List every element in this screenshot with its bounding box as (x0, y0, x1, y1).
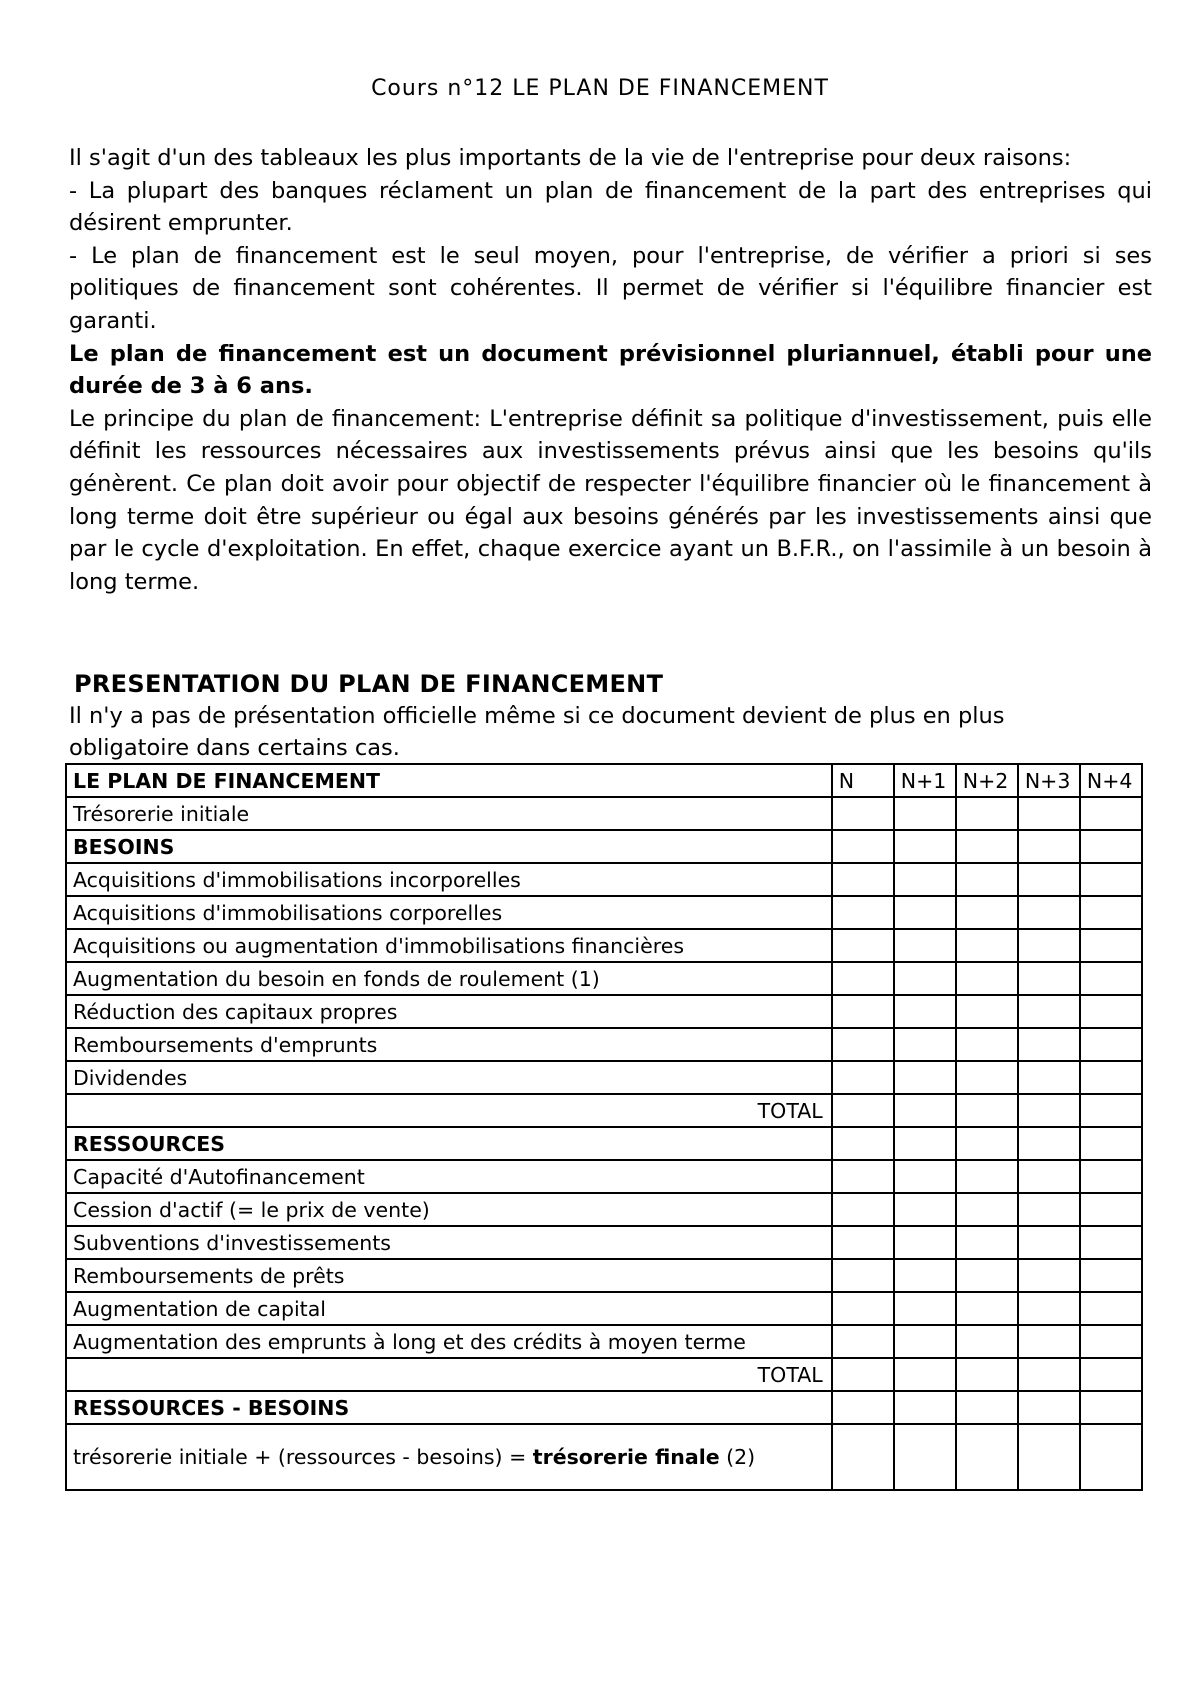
ressource-label: Capacité d'Autofinancement (66, 1160, 832, 1193)
table-row (66, 1292, 1142, 1325)
value-cell (894, 1292, 956, 1325)
value-cell (1080, 1061, 1142, 1094)
value-cell (956, 995, 1018, 1028)
value-cell (832, 863, 894, 896)
value-cell (1080, 929, 1142, 962)
value-cell (1018, 1424, 1080, 1490)
intro-paragraph-4: Le plan de financement est un document prévisionnel pluriannuel, établi pour une durée de 3 à 6 ans. (69, 340, 1152, 400)
value-cell (1080, 896, 1142, 929)
value-cell (956, 1391, 1018, 1424)
value-cell (1080, 962, 1142, 995)
value-cell (894, 1061, 956, 1094)
value-cell (1080, 830, 1142, 863)
value-cell (894, 962, 956, 995)
value-cell (1080, 1028, 1142, 1061)
intro-paragraph-3: - Le plan de financement est le seul moyen, pour l'entreprise, de vérifier a priori si ses politiques de financement sont cohérentes. Il permet de vérifier si l'équilibre financier est garanti. (69, 242, 1152, 334)
value-cell (832, 1061, 894, 1094)
value-cell (1018, 797, 1080, 830)
table-row (66, 929, 1142, 962)
value-cell (894, 1259, 956, 1292)
value-cell (832, 896, 894, 929)
value-cell (1018, 1226, 1080, 1259)
table-row (66, 1259, 1142, 1292)
value-cell (1080, 1127, 1142, 1160)
besoin-label: Remboursements d'emprunts (66, 1028, 832, 1061)
value-cell (956, 962, 1018, 995)
section-title: PRESENTATION DU PLAN DE FINANCEMENT (74, 670, 664, 698)
besoins-header: BESOINS (66, 830, 832, 863)
value-cell (832, 1028, 894, 1061)
value-cell (956, 1028, 1018, 1061)
value-cell (1018, 962, 1080, 995)
year-header: N+2 (956, 764, 1018, 797)
value-cell (894, 1358, 956, 1391)
table-header-row (66, 764, 1142, 797)
ressources-total-label: TOTAL (66, 1358, 832, 1391)
value-cell (1018, 1127, 1080, 1160)
value-cell (832, 1193, 894, 1226)
value-cell (832, 1391, 894, 1424)
value-cell (894, 1127, 956, 1160)
value-cell (894, 1028, 956, 1061)
table-row (66, 1094, 1142, 1127)
value-cell (1018, 1325, 1080, 1358)
value-cell (956, 797, 1018, 830)
table-row (66, 1358, 1142, 1391)
value-cell (832, 1127, 894, 1160)
intro-paragraph-5: Le principe du plan de financement: L'entreprise définit sa politique d'investissement, puis elle définit les ressources nécessaires aux investissements prévus ainsi que les besoins qu'ils génèrent. Ce plan doit avoir pour objectif de respecter l'équilibre financier où le financement à long terme doit être supérieur ou égal aux besoins générés par les investissements ainsi que par le cycle d'exploitation. En effet, chaque exercice ayant un B.F.R., on l'assimile à un besoin à long terme. (69, 405, 1152, 595)
value-cell (832, 929, 894, 962)
value-cell (956, 863, 1018, 896)
row-label-tresorerie-initiale: Trésorerie initiale (66, 797, 832, 830)
value-cell (1018, 1094, 1080, 1127)
table-row (66, 896, 1142, 929)
tresorerie-finale-formula (66, 1424, 832, 1490)
value-cell (956, 1424, 1018, 1490)
besoin-label: Augmentation du besoin en fonds de roulement (1) (66, 962, 832, 995)
value-cell (832, 995, 894, 1028)
value-cell (894, 830, 956, 863)
value-cell (894, 1325, 956, 1358)
value-cell (832, 1160, 894, 1193)
intro-paragraph-2: - La plupart des banques réclament un plan de financement de la part des entreprises qui désirent emprunter. (69, 177, 1152, 237)
value-cell (956, 1226, 1018, 1259)
value-cell (1080, 797, 1142, 830)
value-cell (956, 1127, 1018, 1160)
table-row (66, 1325, 1142, 1358)
besoins-total-label: TOTAL (66, 1094, 832, 1127)
value-cell (832, 1325, 894, 1358)
ressource-label: Remboursements de prêts (66, 1259, 832, 1292)
ressource-label: Augmentation de capital (66, 1292, 832, 1325)
table-row (66, 797, 1142, 830)
value-cell (1080, 1226, 1142, 1259)
formula-note: (2) (719, 1445, 756, 1469)
value-cell (832, 1424, 894, 1490)
year-header: N+4 (1080, 764, 1142, 797)
value-cell (832, 962, 894, 995)
value-cell (894, 1160, 956, 1193)
value-cell (1018, 1358, 1080, 1391)
value-cell (894, 1391, 956, 1424)
besoin-label: Réduction des capitaux propres (66, 995, 832, 1028)
table-row (66, 1226, 1142, 1259)
value-cell (1018, 1391, 1080, 1424)
besoin-label: Acquisitions ou augmentation d'immobilisations financières (66, 929, 832, 962)
intro-text (69, 142, 1152, 598)
value-cell (1018, 1028, 1080, 1061)
value-cell (832, 1259, 894, 1292)
value-cell (956, 1325, 1018, 1358)
value-cell (956, 1160, 1018, 1193)
intro-paragraph-1: Il s'agit d'un des tableaux les plus importants de la vie de l'entreprise pour deux raisons: (69, 145, 1072, 171)
table-row (66, 962, 1142, 995)
value-cell (1018, 830, 1080, 863)
value-cell (956, 896, 1018, 929)
formula-text: trésorerie initiale + (ressources - besoins) = (73, 1445, 533, 1469)
value-cell (1018, 929, 1080, 962)
value-cell (956, 1292, 1018, 1325)
value-cell (832, 1094, 894, 1127)
formula-result: trésorerie finale (532, 1445, 720, 1469)
table-header-label: LE PLAN DE FINANCEMENT (66, 764, 832, 797)
difference-header: RESSOURCES - BESOINS (66, 1391, 832, 1424)
value-cell (1080, 1292, 1142, 1325)
table-row (66, 1160, 1142, 1193)
table-row (66, 995, 1142, 1028)
ressource-label: Subventions d'investissements (66, 1226, 832, 1259)
value-cell (894, 1226, 956, 1259)
value-cell (1018, 863, 1080, 896)
value-cell (956, 929, 1018, 962)
year-header: N (832, 764, 894, 797)
value-cell (956, 830, 1018, 863)
value-cell (1080, 1424, 1142, 1490)
section-text: Il n'y a pas de présentation officielle même si ce document devient de plus en plus obligatoire dans certains cas. (69, 703, 1005, 761)
value-cell (1080, 1391, 1142, 1424)
value-cell (832, 1292, 894, 1325)
year-header: N+3 (1018, 764, 1080, 797)
value-cell (1080, 1160, 1142, 1193)
value-cell (894, 1193, 956, 1226)
value-cell (894, 1424, 956, 1490)
value-cell (894, 995, 956, 1028)
table-row (66, 863, 1142, 896)
value-cell (894, 797, 956, 830)
value-cell (956, 1259, 1018, 1292)
besoin-label: Dividendes (66, 1061, 832, 1094)
value-cell (894, 896, 956, 929)
value-cell (1080, 1325, 1142, 1358)
document-title: Cours n°12 LE PLAN DE FINANCEMENT (371, 76, 829, 101)
financing-plan-table (65, 763, 1143, 1491)
year-header: N+1 (894, 764, 956, 797)
table-row (66, 830, 1142, 863)
table-row (66, 1193, 1142, 1226)
value-cell (956, 1193, 1018, 1226)
table-row (66, 1127, 1142, 1160)
table-row (66, 1061, 1142, 1094)
value-cell (1018, 1061, 1080, 1094)
value-cell (894, 863, 956, 896)
value-cell (832, 797, 894, 830)
value-cell (1080, 995, 1142, 1028)
value-cell (1018, 1193, 1080, 1226)
value-cell (1018, 1259, 1080, 1292)
ressource-label: Augmentation des emprunts à long et des crédits à moyen terme (66, 1325, 832, 1358)
value-cell (894, 1094, 956, 1127)
table-row (66, 1028, 1142, 1061)
value-cell (1080, 1259, 1142, 1292)
value-cell (832, 1226, 894, 1259)
value-cell (1018, 896, 1080, 929)
besoin-label: Acquisitions d'immobilisations corporelles (66, 896, 832, 929)
table-row (66, 1391, 1142, 1424)
value-cell (956, 1061, 1018, 1094)
value-cell (1080, 1094, 1142, 1127)
ressource-label: Cession d'actif (= le prix de vente) (66, 1193, 832, 1226)
value-cell (832, 830, 894, 863)
value-cell (956, 1358, 1018, 1391)
table-row (66, 1424, 1142, 1490)
value-cell (832, 1358, 894, 1391)
value-cell (1018, 995, 1080, 1028)
ressources-header: RESSOURCES (66, 1127, 832, 1160)
value-cell (1080, 1358, 1142, 1391)
value-cell (1018, 1292, 1080, 1325)
value-cell (894, 929, 956, 962)
value-cell (1018, 1160, 1080, 1193)
value-cell (956, 1094, 1018, 1127)
besoin-label: Acquisitions d'immobilisations incorporelles (66, 863, 832, 896)
value-cell (1080, 863, 1142, 896)
value-cell (1080, 1193, 1142, 1226)
